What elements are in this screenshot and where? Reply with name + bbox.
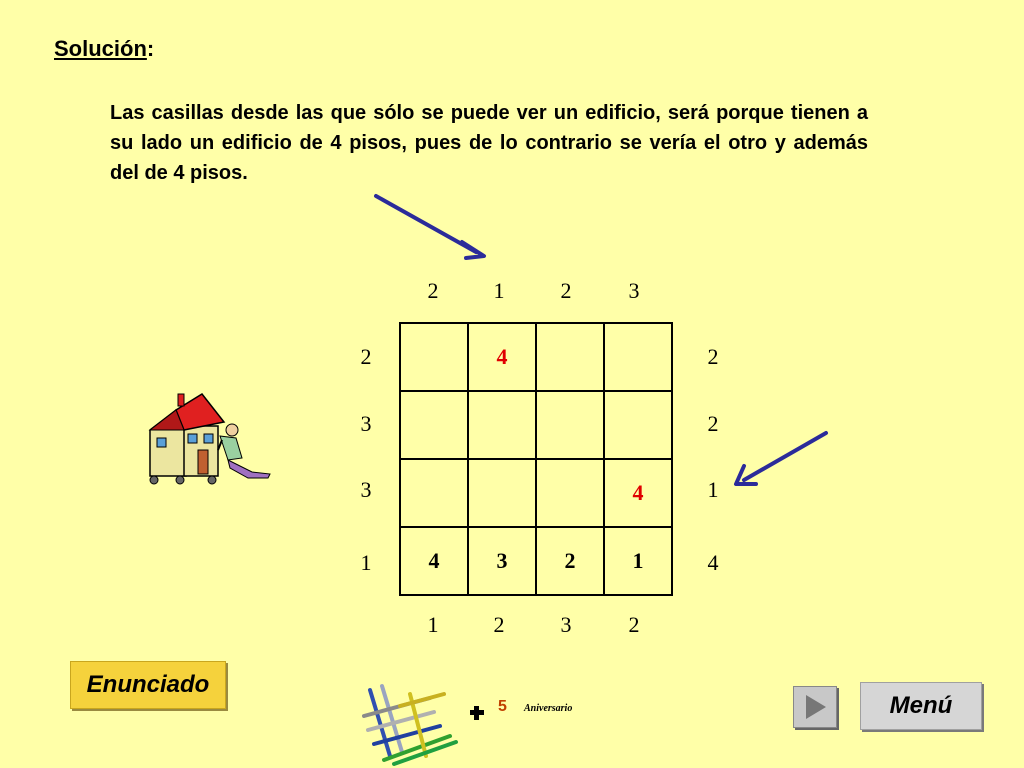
grid-row xyxy=(400,323,672,391)
title-label: Solución xyxy=(54,36,147,61)
grid-cell[interactable]: 1 xyxy=(604,527,672,595)
house-pushing-illustration xyxy=(140,388,280,488)
grid-cell[interactable]: 4 xyxy=(468,323,536,391)
clue-top-3: 2 xyxy=(560,278,572,303)
logo-text: Aniversario xyxy=(524,703,573,714)
grid-cell[interactable] xyxy=(400,459,468,527)
grid-row xyxy=(400,459,672,527)
clue-left-1: 2 xyxy=(360,344,372,369)
grid-cell[interactable] xyxy=(604,391,672,459)
anniversary-logo xyxy=(360,676,490,768)
puzzle-grid xyxy=(399,322,673,596)
logo-number: 5 xyxy=(498,698,507,715)
grid-row xyxy=(400,391,672,459)
grid-cell[interactable] xyxy=(400,391,468,459)
clue-right-2: 2 xyxy=(707,411,719,436)
clue-left-3: 3 xyxy=(360,477,372,502)
title-colon: : xyxy=(146,36,155,61)
grid-cell[interactable] xyxy=(536,323,604,391)
clue-top-1: 2 xyxy=(427,278,439,303)
grid-cell[interactable]: 2 xyxy=(536,527,604,595)
grid-cell[interactable] xyxy=(604,323,672,391)
clue-right-3: 1 xyxy=(707,477,719,502)
clue-top-4: 3 xyxy=(628,278,640,303)
grid-cell[interactable] xyxy=(468,391,536,459)
clue-bottom-3: 3 xyxy=(560,612,572,637)
menu-button[interactable]: Menú xyxy=(860,682,982,730)
clue-right-1: 2 xyxy=(707,344,719,369)
grid-cell[interactable]: 4 xyxy=(400,527,468,595)
clue-left-2: 3 xyxy=(360,411,372,436)
grid-cell[interactable]: 3 xyxy=(468,527,536,595)
clue-bottom-1: 1 xyxy=(427,612,439,637)
grid-cell[interactable] xyxy=(468,459,536,527)
grid-row xyxy=(400,527,672,595)
grid-cell[interactable]: 4 xyxy=(604,459,672,527)
enunciado-button[interactable]: Enunciado xyxy=(70,661,226,709)
grid-cell[interactable] xyxy=(536,459,604,527)
clue-right-4: 4 xyxy=(707,550,719,575)
clue-top-2: 1 xyxy=(493,278,505,303)
clue-left-4: 1 xyxy=(360,550,372,575)
play-arrow-icon xyxy=(794,687,836,727)
clue-bottom-2: 2 xyxy=(493,612,505,637)
grid-cell[interactable] xyxy=(536,391,604,459)
grid-cell[interactable] xyxy=(400,323,468,391)
explanation-text: Las casillas desde las que sólo se puede ver un edificio, será porque tienen a su lado un edificio de 4 pisos, pues de lo contrario se vería el otro y además del de 4 pisos. xyxy=(110,102,868,184)
arrow-top xyxy=(376,196,484,258)
clue-bottom-4: 2 xyxy=(628,612,640,637)
arrow-right xyxy=(736,433,826,484)
next-button[interactable] xyxy=(793,686,837,728)
